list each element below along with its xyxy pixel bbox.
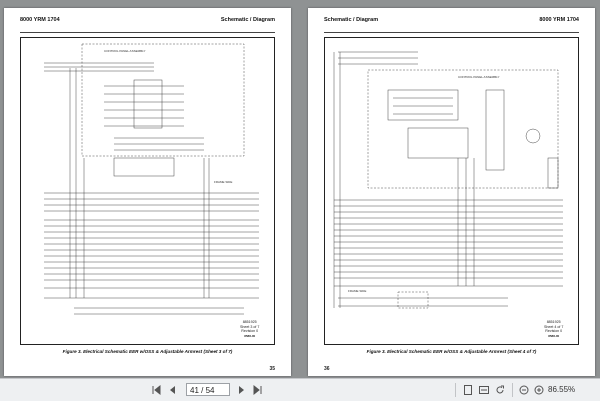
sheet-doc-number: 8851925 xyxy=(242,320,257,324)
rotate-icon[interactable] xyxy=(494,383,506,397)
drawing-code: 8588-00 xyxy=(244,333,256,338)
zoom-in-icon[interactable] xyxy=(533,383,545,397)
sheet-revision: Revision 0 xyxy=(241,329,259,334)
zoom-level[interactable]: 86.55% xyxy=(548,385,576,394)
viewer-toolbar xyxy=(0,378,600,401)
frame-label: FRAME SIDE xyxy=(214,180,233,184)
last-page-icon[interactable] xyxy=(252,383,264,397)
sheet-doc-number: 8851925 xyxy=(546,320,561,324)
sheet-info xyxy=(544,320,563,338)
panel-title: CONTROL PANEL ASSEMBLY xyxy=(458,75,500,79)
page-header-left: Schematic / Diagram xyxy=(324,17,379,23)
toolbar-separator xyxy=(455,383,456,397)
sheet-number: Sheet 3 of 7 xyxy=(240,324,260,329)
figure-caption: Figure 3. Electrical Schematic EER w/OSS & Adjustable Armrest (Sheet 3 of 7) xyxy=(62,349,233,354)
page-header-right: Schematic / Diagram xyxy=(220,17,275,23)
zoom-out-icon[interactable] xyxy=(518,383,530,397)
next-page-icon[interactable] xyxy=(236,383,248,397)
drawing-code: 8588-00 xyxy=(548,333,560,338)
frame-label: FRAME SIDE xyxy=(348,289,367,293)
document-page-left xyxy=(4,8,291,376)
sheet-revision: Revision 0 xyxy=(545,329,563,334)
toolbar-separator xyxy=(512,383,513,397)
page-number: 35 xyxy=(269,366,275,372)
sheet-number: Sheet 4 of 7 xyxy=(544,324,564,329)
page-header-left: 8000 YRM 1704 xyxy=(20,17,60,23)
fit-width-icon[interactable] xyxy=(478,383,490,397)
page-number: 36 xyxy=(324,366,330,372)
figure-caption: Figure 3. Electrical Schematic EER w/OSS & Adjustable Armrest (Sheet 4 of 7) xyxy=(366,349,537,354)
sheet-info xyxy=(240,320,259,338)
prev-page-icon[interactable] xyxy=(166,383,178,397)
fit-page-icon[interactable] xyxy=(462,383,474,397)
page-number-input[interactable]: 41 / 54 xyxy=(186,383,230,396)
document-page-right xyxy=(308,8,595,376)
first-page-icon[interactable] xyxy=(150,383,162,397)
page-header-right: 8000 YRM 1704 xyxy=(539,17,579,23)
panel-title: CONTROL PANEL ASSEMBLY xyxy=(104,49,146,53)
